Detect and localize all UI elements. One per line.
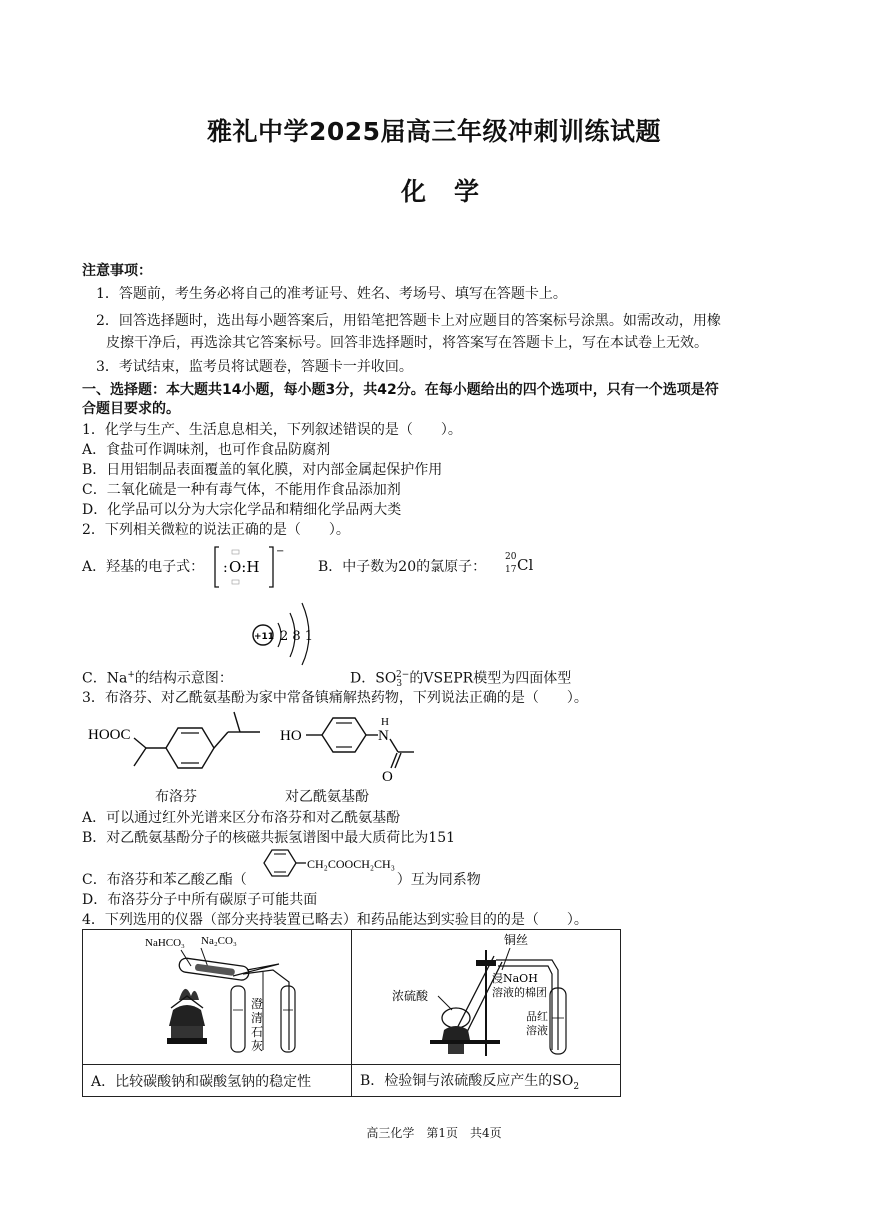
q1-option-c: C．二氧化硫是一种有毒气体，不能用作食品添加剂 [82,482,401,498]
q3-option-c: C．布洛芬和苯乙酸乙酯（ ）互为同系物 [82,872,481,888]
option-b-apparatus-cell [352,930,621,1065]
q4-options-table [82,929,621,1097]
conc-acid-label: 浓硫酸 [392,989,429,1003]
copper-wire-label: 铜丝 [504,933,529,947]
sodium-ion-structure-diagram [248,595,328,667]
sulfite-ion: SO [375,670,397,687]
svg-text::: : [223,560,228,576]
page-footer: 高三化学 第1页 共4页 [366,1126,502,1140]
limewater-char-4: 灰 [251,1039,264,1053]
na2co3-label: Na₂CO₃ [201,935,237,947]
naoh-label-1: 浸NaOH [492,972,538,985]
notice-item-1: 1．答题前，考生务必将自己的准考证号、姓名、考场号、填写在答题卡上。 [96,286,567,302]
nucleus-charge: +11 [254,632,275,642]
electron-shells: 2 8 1 [280,629,314,644]
option-a-apparatus-cell [83,930,352,1065]
q3-option-b: B．对乙酰氨基酚分子的核磁共振氢谱图中最大质荷比为151 [82,830,456,846]
q3-stem: 3．布洛芬、对乙酰氨基酚为家中常备镇痛解热药物，下列说法正确的是（ ）。 [82,690,588,706]
section-line-1: 一、选择题：本大题共14小题，每小题3分，共42分。在每小题给出的四个选项中，只有一个选项是符 [82,382,719,398]
section-heading [82,381,792,419]
hooc-label: HOOC [88,727,131,743]
mass-number: 20 [505,552,517,562]
q3-option-d: D．布洛芬分子中所有碳原子可能共面 [82,892,318,908]
hydrogen-label: H [381,716,389,728]
exam-title: 雅礼中学2025届高三年级冲刺训练试题 [206,117,662,146]
svg-text:−: − [276,546,285,557]
limewater-char-1: 澄 [251,997,264,1011]
q2-option-a-label: A．羟基的电子式： [82,559,205,575]
so2-subscript: 2 [573,1081,580,1092]
nahco3-label: NaHCO₃ [145,937,185,949]
option-b-caption-cell [352,1065,621,1097]
q4-stem: 4．下列选用的仪器（部分夹持装置已略去）和药品能达到实验目的的是（ ）。 [82,912,588,928]
atomic-number: 17 [505,565,517,575]
carbonate-heating-apparatus [83,930,351,1060]
q1-option-b: B．日用铝制品表面覆盖的氧化膜，对内部金属起保护作用 [82,462,443,478]
q2-stem: 2．下列相关微粒的说法正确的是（ ）。 [82,522,350,538]
q1-option-d: D．化学品可以分为大宗化学品和精细化学品两大类 [82,502,402,518]
element-symbol: Cl [517,556,534,574]
option-a-caption-cell [83,1065,352,1097]
q2-option-b-label: B．中子数为20的氯原子： [318,559,487,575]
q1-stem: 1．化学与生产、生活息息相关，下列叙述错误的是（ ）。 [82,422,462,438]
nitrogen-label: N [378,728,389,744]
limewater-char-2: 清 [251,1011,264,1025]
ester-chain: CH₂COOCH₂CH₃ [307,857,395,871]
oxygen-label: O [382,769,393,785]
ibuprofen-name: 布洛芬 [155,789,197,805]
fuchsine-label-2: 溶液 [526,1024,548,1037]
hydroxyl-electron-formula [212,544,285,590]
ho-label: HO [280,728,302,744]
q2-option-d: D．$SO_3^{2-}$的VSEPR模型为四面体型 [350,670,572,690]
ibuprofen-structure [88,708,278,786]
section-line-2: 合题目要求的。 [82,401,180,417]
q2-option-c: C．Na+的结构示意图： [82,670,233,687]
q3-option-a: A．可以通过红外光谱来区分布洛芬和对乙酰氨基酚 [82,810,401,826]
sodium-ion: Na [106,670,128,687]
notice-item-2: 2．回答选择题时，选出每小题答案后，用铅笔把答题卡上对应题目的答案标号涂黑。如需改动，用橡 [96,313,721,329]
notice-heading: 注意事项： [82,263,152,279]
limewater-char-3: 石 [251,1025,264,1039]
notice-item-3: 3．考试结束，监考员将试题卷，答题卡一并收回。 [96,359,413,375]
q1-option-a: A．食盐可作调味剂，也可作食品防腐剂 [82,442,331,458]
notice-item-2-cont: 皮擦干净后，再选涂其它答案标号。回答非选择题时，将答案写在答题卡上，写在本试卷上无效。 [106,335,708,351]
chlorine-isotope [505,552,545,578]
q4-option-b: B．检验铜与浓硫酸反应产生的SO [360,1072,574,1089]
paracetamol-name: 对乙酰氨基酚 [285,789,369,805]
copper-sulfuric-acid-apparatus [352,930,620,1060]
q4-option-a: A．比较碳酸钠和碳酸氢钠的稳定性 [91,1073,312,1090]
naoh-label-2: 溶液的棉团 [492,986,547,999]
hydroxyl-formula-text: O:H [229,558,260,576]
exam-subject: 化学 [400,177,507,206]
paracetamol-structure [280,708,440,786]
fuchsine-label-1: 品红 [526,1010,548,1023]
